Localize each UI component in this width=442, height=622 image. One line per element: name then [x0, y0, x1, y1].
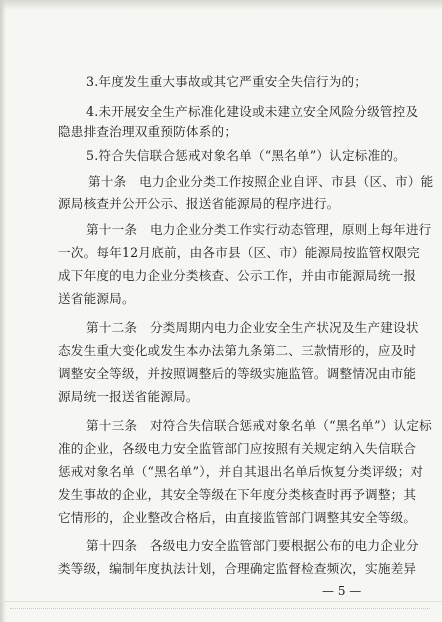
text-line-11: 第十二条 分类周期内电力企业安全生产状况及生产建设状 — [86, 320, 419, 335]
text-line-17: 惩戒对象名单（“黑名单”），并自其退出名单后恢复分类评级；对 — [58, 464, 424, 479]
scan-artifact-line — [0, 601, 442, 602]
scan-shadow-top — [0, 0, 442, 10]
text-line-7: 第十一条 电力企业分类工作实行动态管理，原则上每年进行 — [86, 222, 432, 237]
text-line-3: 隐患排查治理双重预防体系的； — [58, 124, 238, 139]
text-line-14: 源局统一报送省能源局。 — [58, 389, 199, 404]
text-line-8: 一次。每年12月底前，由各市县（区、市）能源局按监管权限完 — [58, 245, 420, 260]
text-line-10: 送省能源局。 — [58, 291, 135, 306]
page-number: — 5 — — [322, 584, 362, 598]
text-line-5: 第十条 电力企业分类工作按照企业自评、市县（区、市）能 — [88, 174, 434, 189]
text-line-18: 发生事故的企业，其安全等级在下年度分类核查时再予调整；其 — [58, 487, 417, 502]
text-line-1: 3.年度发生重大事故或其它严重安全失信行为的； — [86, 74, 368, 89]
text-line-15: 第十三条 对符合失信联合惩戒对象名单（“黑名单”）认定标 — [86, 418, 432, 433]
text-line-21: 类等级，编制年度执法计划，合理确定监督检查频次，实施差异 — [58, 561, 417, 576]
text-line-16: 准的企业，各级电力安全监管部门应按照有关规定纳入失信联合 — [58, 441, 417, 456]
text-line-13: 调整安全等级，并按照调整后的等级实施监管。调整情况由市能 — [58, 366, 417, 381]
scan-artifact-dots — [10, 608, 430, 610]
text-line-19: 它情形的，企业整改合格后，由直接监管部门调整其安全等级。 — [58, 510, 417, 525]
text-line-12: 态发生重大变化或发生本办法第九条第二、三款情形的，应及时 — [58, 343, 417, 358]
text-line-9: 成下年度的电力企业分类核查、公示工作，并由市能源局统一报 — [58, 268, 417, 283]
text-line-4: 5.符合失信联合惩戒对象名单（“黑名单”）认定标准的。 — [86, 148, 406, 163]
text-line-2: 4.未开展安全生产标准化建设或未建立安全风险分级管控及 — [86, 104, 419, 119]
text-line-6: 源局核查并公开公示、报送省能源局的程序进行。 — [58, 196, 340, 211]
text-line-20: 第十四条 各级电力安全监管部门要根据公布的电力企业分 — [86, 538, 419, 553]
scan-shadow-left — [0, 0, 6, 622]
